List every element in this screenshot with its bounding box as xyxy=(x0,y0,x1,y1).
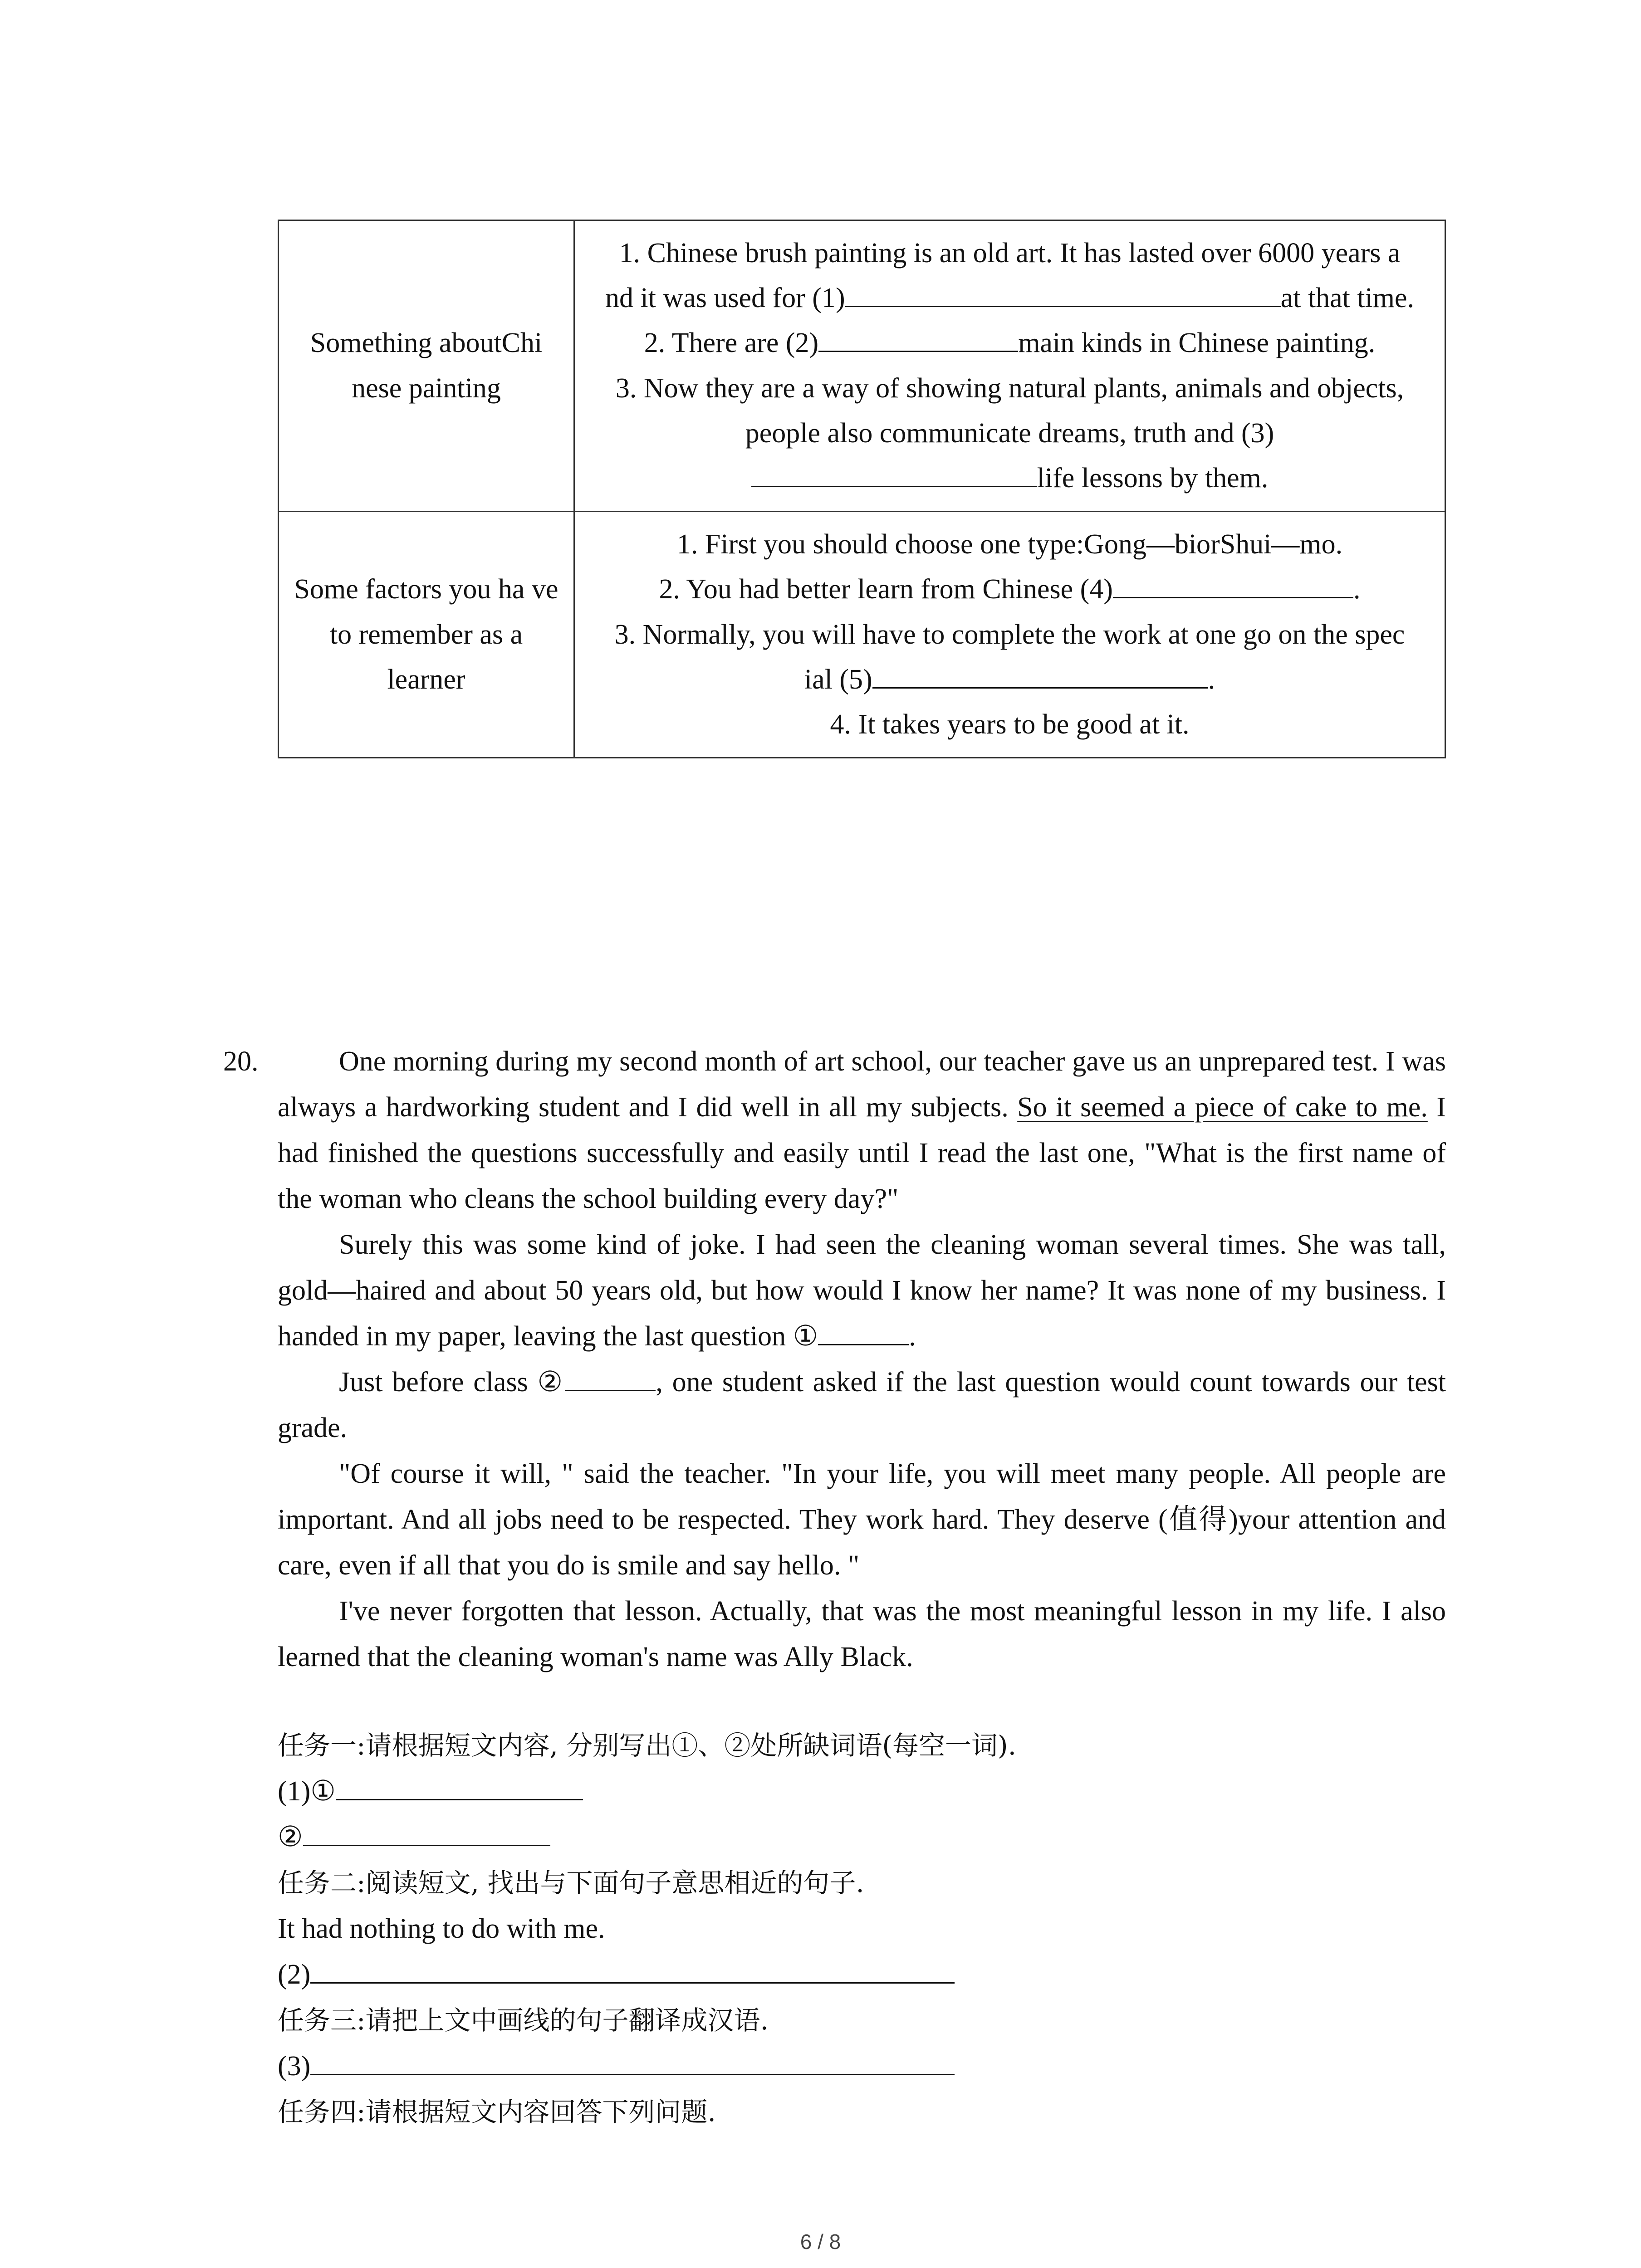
task-3-heading: 任务三:请把上文中画线的句子翻译成汉语. xyxy=(278,2005,769,2036)
table-line xyxy=(588,567,1432,612)
table-line: 3. Normally, you will have to complete the work at one go on the spec xyxy=(614,619,1405,650)
table-line xyxy=(588,276,1432,321)
reading-passage xyxy=(223,1039,1446,2135)
task-1-answer-1 xyxy=(278,1769,1446,1814)
line-text: life lessons by them. xyxy=(1037,462,1269,494)
answer-label: (1)① xyxy=(278,1776,336,1807)
answer-label: (2) xyxy=(278,1959,311,1990)
row-label: Some factors you ha ve to remember as a learner xyxy=(279,512,574,758)
line-text: nd it was used for (1) xyxy=(605,283,845,314)
table-line: people also communicate dreams, truth and (3) xyxy=(745,417,1274,449)
line-text: 2. There are (2) xyxy=(644,327,819,359)
table-row xyxy=(279,220,1445,512)
task-3-answer xyxy=(278,2043,1446,2089)
para-text: Surely this was some kind of joke. I had seen the cleaning woman several times. She was tall, gold—haired and about 50 years old, but how would I know her name? It was none of my business. I handed in my paper, leaving the last question ① xyxy=(278,1229,1446,1352)
line-text: ial (5) xyxy=(804,664,872,695)
table-line: 1. Chinese brush painting is an old art. It has lasted over 6000 years a xyxy=(619,238,1401,269)
table-line: 1. First you should choose one type:Gong—biorShui—mo. xyxy=(676,529,1343,560)
task-2-answer xyxy=(278,1952,1446,1998)
answer-blank-4[interactable] xyxy=(310,2044,955,2075)
blank-circle-2[interactable] xyxy=(565,1360,656,1391)
line-text: . xyxy=(1208,664,1215,695)
underlined-sentence: So it seemed a piece of cake to me. xyxy=(1017,1092,1428,1123)
answer-blank-2[interactable] xyxy=(303,1815,550,1846)
paragraph-1 xyxy=(278,1039,1446,1222)
table-row xyxy=(279,512,1445,758)
paragraph-2 xyxy=(278,1222,1446,1359)
paragraph-3 xyxy=(278,1359,1446,1451)
para-text: , one student asked if the last question would count towards our test grade. xyxy=(278,1367,1446,1443)
para-text: One morning during my second month of art school, our teacher gave us an unprepared test. I was always a hardworking student and I did well in all my subjects. xyxy=(278,1046,1446,1123)
para-text: I had finished the questions successfully and easily until I read the last one, "What is the first name of the woman who cleans the school building every day?" xyxy=(278,1092,1446,1214)
blank-2[interactable] xyxy=(818,321,1018,352)
task-2-heading: 任务二:阅读短文, 找出与下面句子意思相近的句子. xyxy=(278,1867,864,1898)
blank-1[interactable] xyxy=(845,276,1281,307)
table-line xyxy=(588,456,1432,501)
task-1-answer-2 xyxy=(278,1814,1446,1860)
page-number: 6 / 8 xyxy=(800,2230,841,2253)
paragraph-5: I've never forgotten that lesson. Actually, that was the most meaningful lesson in my life. I also learned that the cleaning woman's name was Ally Black. xyxy=(278,1596,1446,1672)
line-text: at that time. xyxy=(1280,283,1415,314)
table-line: 3. Now they are a way of showing natural plants, animals and objects, xyxy=(615,372,1404,404)
task-section xyxy=(278,1723,1446,2135)
blank-3[interactable] xyxy=(751,456,1037,487)
info-table xyxy=(278,220,1446,758)
blank-5[interactable] xyxy=(872,658,1208,689)
task-2-sentence: It had nothing to do with me. xyxy=(278,1913,605,1944)
blank-circle-1[interactable] xyxy=(818,1315,909,1345)
row-content xyxy=(574,220,1445,512)
paragraph-4: "Of course it will, " said the teacher. "In your life, you will meet many people. All people are important. And all jobs need to be respected. They work hard. They deserve (值得)your attention and care, even if all that you do is smile and say hello. " xyxy=(278,1458,1446,1581)
blank-4[interactable] xyxy=(1113,567,1353,598)
line-text: . xyxy=(1353,574,1361,605)
question-number: 20. xyxy=(223,1046,259,1077)
answer-blank-3[interactable] xyxy=(310,1953,955,1984)
task-4-heading: 任务四:请根据短文内容回答下列问题. xyxy=(278,2097,716,2127)
para-text: . xyxy=(909,1321,916,1352)
row-content xyxy=(574,512,1445,758)
table-line xyxy=(588,321,1432,366)
row-label: Something aboutChi nese painting xyxy=(279,220,574,512)
answer-label: (3) xyxy=(278,2051,311,2082)
table-line xyxy=(588,657,1432,702)
line-text: main kinds in Chinese painting. xyxy=(1018,327,1376,359)
table-line: 4. It takes years to be good at it. xyxy=(830,709,1190,740)
task-1-heading: 任务一:请根据短文内容, 分别写出①、②处所缺词语(每空一词). xyxy=(278,1730,1017,1761)
answer-blank-1[interactable] xyxy=(336,1769,583,1800)
answer-label: ② xyxy=(278,1822,303,1853)
para-text: Just before class ② xyxy=(339,1367,565,1398)
line-text: 2. You had better learn from Chinese (4) xyxy=(659,574,1113,605)
